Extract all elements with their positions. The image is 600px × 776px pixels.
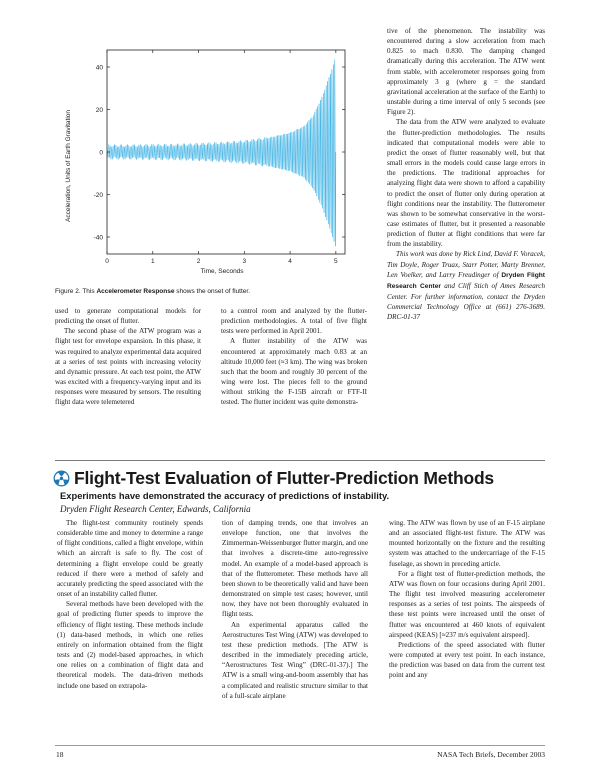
chart-x-tick-label: 0 <box>105 258 109 265</box>
article-subtitle: Experiments have demonstrated the accuracy of predictions of instability. <box>60 490 390 501</box>
nasa-bullet-icon <box>53 470 70 487</box>
chart-plot-area <box>94 50 345 265</box>
article-dateline: Dryden Flight Research Center, Edwards, California <box>60 504 251 514</box>
chart-svg <box>55 28 368 285</box>
figure-caption <box>55 288 250 295</box>
author-credit <box>387 249 545 322</box>
figure-caption-suffix: shows the onset of flutter. <box>174 288 250 295</box>
top-column-2 <box>221 306 367 408</box>
chart-y-tick-label: 20 <box>95 106 103 114</box>
paragraph: The data from the ATW were analyzed to evaluate the flutter-prediction methodologies. The results indicated that computational models were able to predict the onset of flutter reasonably well, but that small errors in the models could cause large errors in the predictions. The traditional approaches for analyzing flight data were shown to afford a capability to predict the onset of flutter only during operation at flight conditions near the instability. The flutterometer was shown to be somewhat conservative in the worst-case estimates of flutter, but it presented a reasonable prediction of flutter at flight conditions that were far from the instability. <box>387 118 545 249</box>
figure-caption-bold: Accelerometer Response <box>96 288 175 295</box>
chart-x-tick-label: 4 <box>288 258 292 265</box>
footer-rule <box>55 745 545 746</box>
chart-x-tick-label: 5 <box>334 258 338 265</box>
paragraph: The second phase of the ATW program was a flight test for envelope expansion. In this phase, it was required to analyze experimental data acquired at a series of test points with increasing velocity and dynamic pressure. At each test point, the ATW was excited with a frequency-varying input and its responses were measured by sensors. The resulting flight data were telemetered <box>55 327 201 407</box>
chart-y-tick-label: 0 <box>99 149 103 157</box>
article-column-2 <box>222 518 368 701</box>
paragraph: used to generate computational models for predicting the onset of flutter. <box>55 307 201 326</box>
top-column-1 <box>55 306 201 408</box>
accelerometer-response-chart <box>55 28 368 285</box>
paragraph: tive of the phenomenon. The instability was encountered during a slow acceleration from mach 0.825 to mach 0.830. The damping changed dramatically during this acceleration. The ATW went from stable, with accelerometer responses going from approximately 3 g (where g = the standard gravitational acceleration at the surface of the Earth) to unstable during a time interval of only 5 seconds (see Figure 2). <box>387 27 545 117</box>
chart-x-tick-label: 3 <box>242 258 247 265</box>
chart-x-tick-label: 1 <box>150 258 155 265</box>
paragraph: A flutter instability of the ATW was encountered at approximately mach 0.83 at an altitude 10,000 feet (≈3 km). The wing was broken such that the boom and roughly 30 percent of the wing were lost. The pieces fell to the ground without striking the F-15B aircraft or FTF-II tested. The flutter incident was quite demonstra- <box>221 337 367 407</box>
credit-text-before: This work was done by Rick Lind, David F. Voracek, Tim Doyle, Roger Truax, Starr Potter, Marty Brenner, Len Voelker, and Larry Freudinger of <box>387 250 545 279</box>
page-number: 18 <box>56 750 64 759</box>
article-column-1 <box>57 518 203 691</box>
paragraph: An experimental apparatus called the Aerostructures Test Wing (ATW) was developed to test these prediction methods. [The ATW is described in the immediately preceding article, “Aerostructures Test Wing” (DRC-01-37).] The ATW is a small wing-and-boom assembly that has a complicated and realistic structure similar to that of a full-scale airplane <box>222 620 368 700</box>
chart-y-tick-label: 40 <box>95 64 103 72</box>
paragraph: For a flight test of flutter-prediction methods, the ATW was flown on four occasions during April 2001. The flight test involved measuring accelerometer responses as a series of test points. The airspeeds of these test points were increased until the onset of flutter was encountered at 460 knots of equivalent airspeed (KEAS) [≈237 m/s equivalent airspeed]. <box>389 569 545 639</box>
chart-y-axis-label: Acceleration, Units of Earth Gravitation <box>65 110 72 222</box>
chart-x-tick-label: 2 <box>196 258 201 265</box>
chart-y-tick-label: -20 <box>93 191 103 199</box>
article-title <box>53 468 494 489</box>
paragraph: Predictions of the speed associated with flutter were computed at every test point. In each instance, the prediction was based on data from the current test point and any <box>389 640 545 680</box>
article-column-3 <box>389 518 545 681</box>
chart-y-tick-label: -40 <box>93 234 103 242</box>
credit-text-after: and Cliff Stich of Ames Research Center. For further information, contact the Dryden Commercial Technology Office at (661) 276-3689. DRC-01-37 <box>387 281 545 322</box>
paragraph: The flight-test community routinely spends considerable time and money to determine a range of flight conditions, called a flight envelope, within which an aircraft is safe to fly. The cost of determining a flight envelope could be greatly reduced if there were a method of safely and accurately predicting the speed associated with the onset of an instability called flutter. <box>57 519 203 599</box>
publication-name: NASA Tech Briefs, December 2003 <box>437 750 545 759</box>
paragraph: wing. The ATW was flown by use of an F-15 airplane and an associated flight-test fixture. The ATW was mounted horizontally on the fixture and the resulting system was attached to the undercarriage of the F-15 fuselage, as shown in preceding article. <box>389 519 545 568</box>
chart-series-line <box>107 60 336 247</box>
section-divider <box>55 460 545 461</box>
paragraph: to a control room and analyzed by the flutter-prediction methodologies. A total of five flight tests were performed in April 2001. <box>221 307 367 336</box>
credit-center-name: Dryden Flight Research Center <box>387 271 545 290</box>
chart-x-axis-label: Time, Seconds <box>200 268 244 275</box>
top-column-3 <box>387 26 545 323</box>
figure-caption-prefix: Figure 2. This <box>55 288 97 295</box>
article-title-text: Flight-Test Evaluation of Flutter-Prediction Methods <box>74 468 494 488</box>
paragraph: tion of damping trends, one that involves an envelope function, one that involves the Zimmerman-Weissenburger flutter margin, and one that involves a discrete-time auto-regressive model. An example of a model-based approach is that of the flutterometer. These methods have all been shown to be theoretically valid and have been demonstrated on simple test cases; however, until now, they have not been thoroughly evaluated in flight tests. <box>222 519 368 619</box>
paragraph: Several methods have been developed with the goal of predicting flutter speeds to improve the efficiency of flight testing. These methods include (1) data-based methods, in which one relies entirely on information obtained from the flight tests and (2) model-based approaches, in which one relies on a combination of flight data and theoretical models. The data-driven methods include one based on extrapola- <box>57 600 203 690</box>
